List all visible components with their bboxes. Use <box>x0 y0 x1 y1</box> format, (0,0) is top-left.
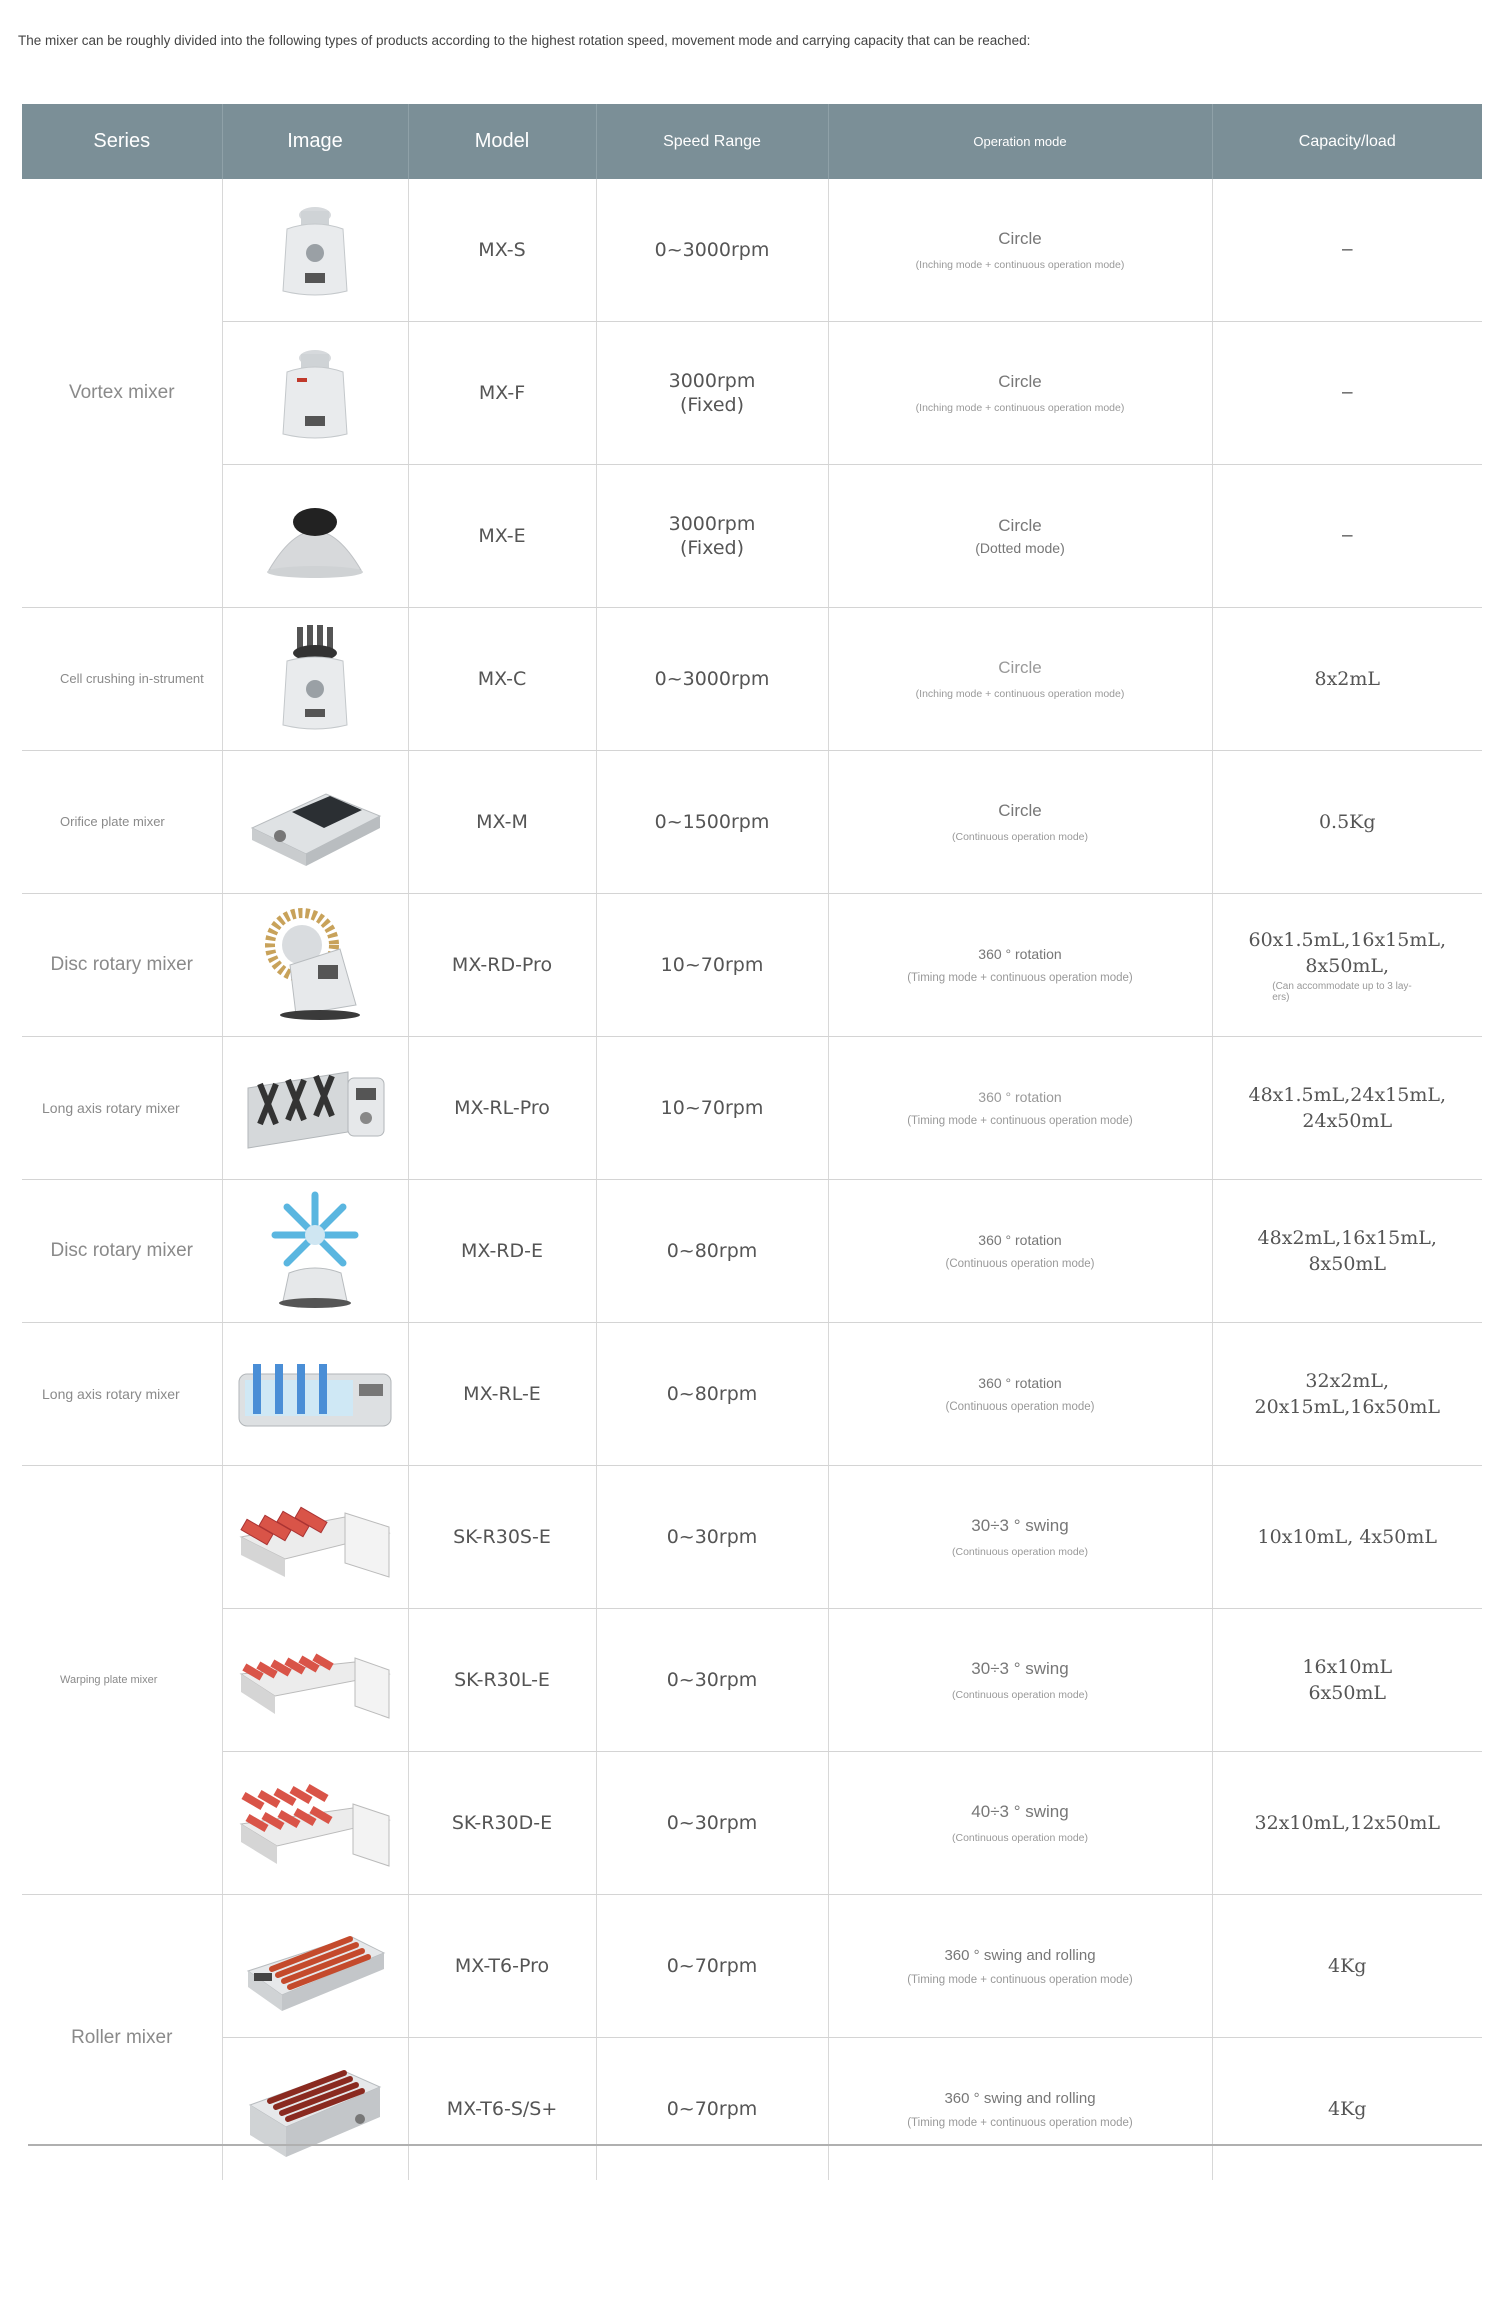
table-bottom-rule <box>28 2144 1482 2146</box>
capacity-cell <box>1212 179 1482 322</box>
speed-cell <box>596 751 828 894</box>
speed-value: 0~30rpm <box>666 1812 758 1834</box>
capacity-cell <box>1212 608 1482 751</box>
header-series: Series <box>22 104 222 179</box>
intro-text: The mixer can be roughly divided into the following types of products according to the highest rotation speed, movement mode and carrying capacity that can be reached: <box>18 33 1031 48</box>
model-name: MX-S <box>478 239 526 261</box>
image-cell <box>222 1466 408 1609</box>
capacity-value: 4Kg <box>1328 2098 1367 2120</box>
capacity-cell <box>1212 1466 1482 1609</box>
header-speed-range: Speed Range <box>596 104 828 179</box>
speed-cell <box>596 894 828 1037</box>
model-cell <box>408 1323 596 1466</box>
series-roller: Roller mixer <box>71 2026 173 2048</box>
cell-crusher-icon <box>275 621 355 737</box>
operation-mode: 360 ° rotation <box>978 1232 1062 1248</box>
operation-cell <box>828 1752 1212 1895</box>
image-cell <box>222 608 408 751</box>
model-name: MX-E <box>478 525 526 547</box>
operation-mode: Circle <box>998 516 1042 535</box>
operation-cell <box>828 322 1212 465</box>
table-row <box>22 465 1482 608</box>
table-row <box>22 1323 1482 1466</box>
series-cell <box>22 179 222 608</box>
operation-mode: 360 ° swing and rolling <box>944 1946 1096 1964</box>
speed-value: 10~70rpm <box>660 954 764 976</box>
operation-detail: (Continuous operation mode) <box>952 1832 1088 1844</box>
operation-cell <box>828 1466 1212 1609</box>
model-name: MX-RL-Pro <box>454 1097 550 1119</box>
model-cell <box>408 1180 596 1323</box>
capacity-value: 32x2mL, <box>1305 1370 1390 1392</box>
table-row <box>22 322 1482 465</box>
model-name: MX-T6-S/S+ <box>446 2098 558 2120</box>
table-row <box>22 1180 1482 1323</box>
series-disc-rotary-2: Disc rotary mixer <box>50 1240 193 1261</box>
speed-value: 0~30rpm <box>666 1526 758 1548</box>
long-axis-rotator-icon <box>240 1058 390 1158</box>
speed-cell <box>596 1895 828 2038</box>
capacity-value: 16x10mL <box>1302 1656 1393 1678</box>
speed-cell <box>596 2038 828 2181</box>
operation-mode: Circle <box>998 372 1042 391</box>
operation-mode: Circle <box>998 801 1042 820</box>
model-cell <box>408 1609 596 1752</box>
operation-detail: (Continuous operation mode) <box>952 1546 1088 1558</box>
image-cell <box>222 894 408 1037</box>
capacity-note: (Can accommodate up to 3 lay-ers) <box>1272 981 1412 1003</box>
table-row <box>22 894 1482 1037</box>
series-disc-rotary: Disc rotary mixer <box>50 954 193 975</box>
capacity-value: 4Kg <box>1328 1955 1367 1977</box>
capacity-value: 48x2mL,16x15mL, <box>1257 1227 1437 1249</box>
speed-value: 0~80rpm <box>666 1240 758 1262</box>
tube-rotator-icon <box>235 1354 395 1434</box>
operation-cell <box>828 1323 1212 1466</box>
series-cell <box>22 894 222 1037</box>
model-cell <box>408 2038 596 2181</box>
operation-cell <box>828 894 1212 1037</box>
image-cell <box>222 1180 408 1323</box>
operation-detail: (Continuous operation mode) <box>952 1689 1088 1701</box>
header-image: Image <box>222 104 408 179</box>
model-name: MX-RD-E <box>460 1240 543 1262</box>
table-row <box>22 179 1482 322</box>
image-cell <box>222 322 408 465</box>
operation-detail: (Inching mode + continuous operation mode) <box>915 259 1125 271</box>
speed-cell <box>596 1180 828 1323</box>
series-cell-crushing: Cell crushing in-strument <box>60 671 204 686</box>
capacity-value: 0.5Kg <box>1318 811 1376 833</box>
capacity-cell <box>1212 1323 1482 1466</box>
model-name: MX-T6-Pro <box>454 1955 550 1977</box>
capacity-value: 10x10mL, 4x50mL <box>1257 1526 1437 1548</box>
capacity-value-2: 20x15mL,16x50mL <box>1254 1396 1440 1418</box>
header-capacity: Capacity/load <box>1212 104 1482 179</box>
operation-detail: (Dotted mode) <box>975 540 1065 556</box>
operation-mode: 40÷3 ° swing <box>971 1802 1069 1821</box>
series-cell <box>22 1895 222 2181</box>
disc-rotator-icon <box>260 905 370 1025</box>
header-model: Model <box>408 104 596 179</box>
vortex-mixer-icon <box>275 338 355 448</box>
series-cell <box>22 1466 222 1895</box>
speed-cell <box>596 1752 828 1895</box>
speed-cell <box>596 608 828 751</box>
capacity-value: – <box>1341 382 1353 403</box>
series-cell <box>22 1180 222 1323</box>
capacity-cell <box>1212 751 1482 894</box>
series-cell <box>22 1037 222 1180</box>
series-vortex: Vortex mixer <box>68 382 175 403</box>
capacity-cell <box>1212 894 1482 1037</box>
double-rocker-icon <box>235 1768 395 1878</box>
capacity-value-2: 8x50mL, <box>1305 955 1390 977</box>
image-cell <box>222 179 408 322</box>
speed-cell <box>596 322 828 465</box>
table-header-row <box>22 104 1482 179</box>
capacity-cell <box>1212 1037 1482 1180</box>
table-row <box>22 608 1482 751</box>
operation-detail: (Timing mode + continuous operation mode) <box>907 2116 1133 2129</box>
capacity-cell <box>1212 322 1482 465</box>
model-name: SK-R30S-E <box>453 1526 551 1548</box>
rocker-icon <box>235 1487 395 1587</box>
image-cell <box>222 1752 408 1895</box>
image-cell <box>222 1323 408 1466</box>
model-name: MX-RD-Pro <box>451 954 553 976</box>
disc-rotator-blue-icon <box>265 1189 365 1313</box>
image-cell <box>222 1037 408 1180</box>
speed-value: 3000rpm <box>668 370 756 392</box>
series-cell <box>22 608 222 751</box>
operation-cell <box>828 608 1212 751</box>
operation-detail: (Timing mode + continuous operation mode) <box>907 1973 1133 1986</box>
model-cell <box>408 1466 596 1609</box>
series-warping-plate: Warping plate mixer <box>60 1674 158 1686</box>
speed-cell <box>596 1466 828 1609</box>
operation-cell <box>828 1180 1212 1323</box>
capacity-cell <box>1212 1609 1482 1752</box>
speed-cell <box>596 1609 828 1752</box>
series-orifice-plate: Orifice plate mixer <box>60 814 165 829</box>
table-row <box>22 2038 1482 2181</box>
model-name: MX-F <box>478 382 526 404</box>
model-cell <box>408 179 596 322</box>
operation-mode: 30÷3 ° swing <box>971 1659 1069 1678</box>
vortex-mixer-icon <box>275 195 355 305</box>
model-cell <box>408 751 596 894</box>
capacity-cell <box>1212 465 1482 608</box>
operation-mode: 360 ° rotation <box>978 1375 1062 1391</box>
model-cell <box>408 465 596 608</box>
table-row <box>22 1466 1482 1609</box>
operation-detail: (Inching mode + continuous operation mode) <box>915 688 1125 700</box>
model-name: MX-RL-E <box>463 1383 541 1405</box>
table-row <box>22 751 1482 894</box>
capacity-value: 60x1.5mL,16x15mL, <box>1248 929 1447 951</box>
model-cell <box>408 1752 596 1895</box>
speed-cell <box>596 465 828 608</box>
model-name: SK-R30D-E <box>451 1812 553 1834</box>
model-name: MX-M <box>476 811 528 833</box>
operation-cell <box>828 751 1212 894</box>
image-cell <box>222 2038 408 2181</box>
model-cell <box>408 322 596 465</box>
capacity-value: – <box>1341 525 1353 546</box>
model-cell <box>408 1895 596 2038</box>
speed-value: 0~70rpm <box>666 2098 758 2120</box>
capacity-value: 8x2mL <box>1314 668 1381 690</box>
product-table <box>22 104 1482 2180</box>
capacity-value: – <box>1341 239 1353 260</box>
speed-cell <box>596 179 828 322</box>
roller-mixer-icon <box>240 1911 390 2021</box>
speed-value: 0~3000rpm <box>654 239 770 261</box>
speed-value: 0~3000rpm <box>654 668 770 690</box>
roller-mixer-icon <box>240 2049 390 2169</box>
operation-mode: 360 ° rotation <box>978 1089 1062 1105</box>
operation-detail: (Continuous operation mode) <box>952 831 1088 843</box>
image-cell <box>222 1609 408 1752</box>
operation-mode: 360 ° swing and rolling <box>944 2089 1096 2107</box>
operation-detail: (Continuous operation mode) <box>945 1401 1095 1413</box>
capacity-value: 48x1.5mL,24x15mL, <box>1248 1084 1447 1106</box>
operation-cell <box>828 1609 1212 1752</box>
operation-detail: (Timing mode + continuous operation mode) <box>907 1115 1133 1127</box>
capacity-value-2: 6x50mL <box>1308 1682 1387 1704</box>
image-cell <box>222 465 408 608</box>
operation-mode: Circle <box>998 658 1042 677</box>
capacity-value-2: 8x50mL <box>1308 1253 1387 1275</box>
model-name: SK-R30L-E <box>454 1669 550 1691</box>
capacity-cell <box>1212 2038 1482 2181</box>
series-cell <box>22 751 222 894</box>
series-long-axis: Long axis rotary mixer <box>42 1100 180 1116</box>
speed-note: (Fixed) <box>679 394 745 416</box>
rocker-icon <box>235 1630 395 1730</box>
operation-detail: (Timing mode + continuous operation mode) <box>907 972 1133 984</box>
table-row <box>22 1037 1482 1180</box>
capacity-value-2: 24x50mL <box>1302 1110 1393 1132</box>
model-cell <box>408 1037 596 1180</box>
operation-mode: Circle <box>998 229 1042 248</box>
speed-value: 0~80rpm <box>666 1383 758 1405</box>
operation-detail: (Inching mode + continuous operation mode) <box>915 402 1125 414</box>
header-operation-mode: Operation mode <box>828 104 1212 179</box>
dome-vortex-icon <box>255 486 375 586</box>
operation-cell <box>828 2038 1212 2181</box>
speed-value: 0~30rpm <box>666 1669 758 1691</box>
speed-value: 0~70rpm <box>666 1955 758 1977</box>
operation-mode: 360 ° rotation <box>978 946 1062 962</box>
speed-value: 10~70rpm <box>660 1097 764 1119</box>
model-cell <box>408 608 596 751</box>
operation-mode: 30÷3 ° swing <box>971 1516 1069 1535</box>
speed-cell <box>596 1323 828 1466</box>
operation-cell <box>828 1037 1212 1180</box>
operation-cell <box>828 465 1212 608</box>
series-long-axis-2: Long axis rotary mixer <box>42 1386 180 1402</box>
capacity-value: 32x10mL,12x50mL <box>1254 1812 1440 1834</box>
capacity-cell <box>1212 1895 1482 2038</box>
model-name: MX-C <box>477 668 527 690</box>
image-cell <box>222 1895 408 2038</box>
speed-note: (Fixed) <box>679 537 745 559</box>
operation-cell <box>828 179 1212 322</box>
model-cell <box>408 894 596 1037</box>
series-cell <box>22 1323 222 1466</box>
plate-mixer-icon <box>240 772 390 872</box>
speed-value: 3000rpm <box>668 513 756 535</box>
table-row <box>22 1895 1482 2038</box>
operation-detail: (Continuous operation mode) <box>945 1258 1095 1270</box>
capacity-cell <box>1212 1752 1482 1895</box>
speed-cell <box>596 1037 828 1180</box>
table-row <box>22 1752 1482 1895</box>
table-row <box>22 1609 1482 1752</box>
image-cell <box>222 751 408 894</box>
speed-value: 0~1500rpm <box>654 811 770 833</box>
operation-cell <box>828 1895 1212 2038</box>
capacity-cell <box>1212 1180 1482 1323</box>
